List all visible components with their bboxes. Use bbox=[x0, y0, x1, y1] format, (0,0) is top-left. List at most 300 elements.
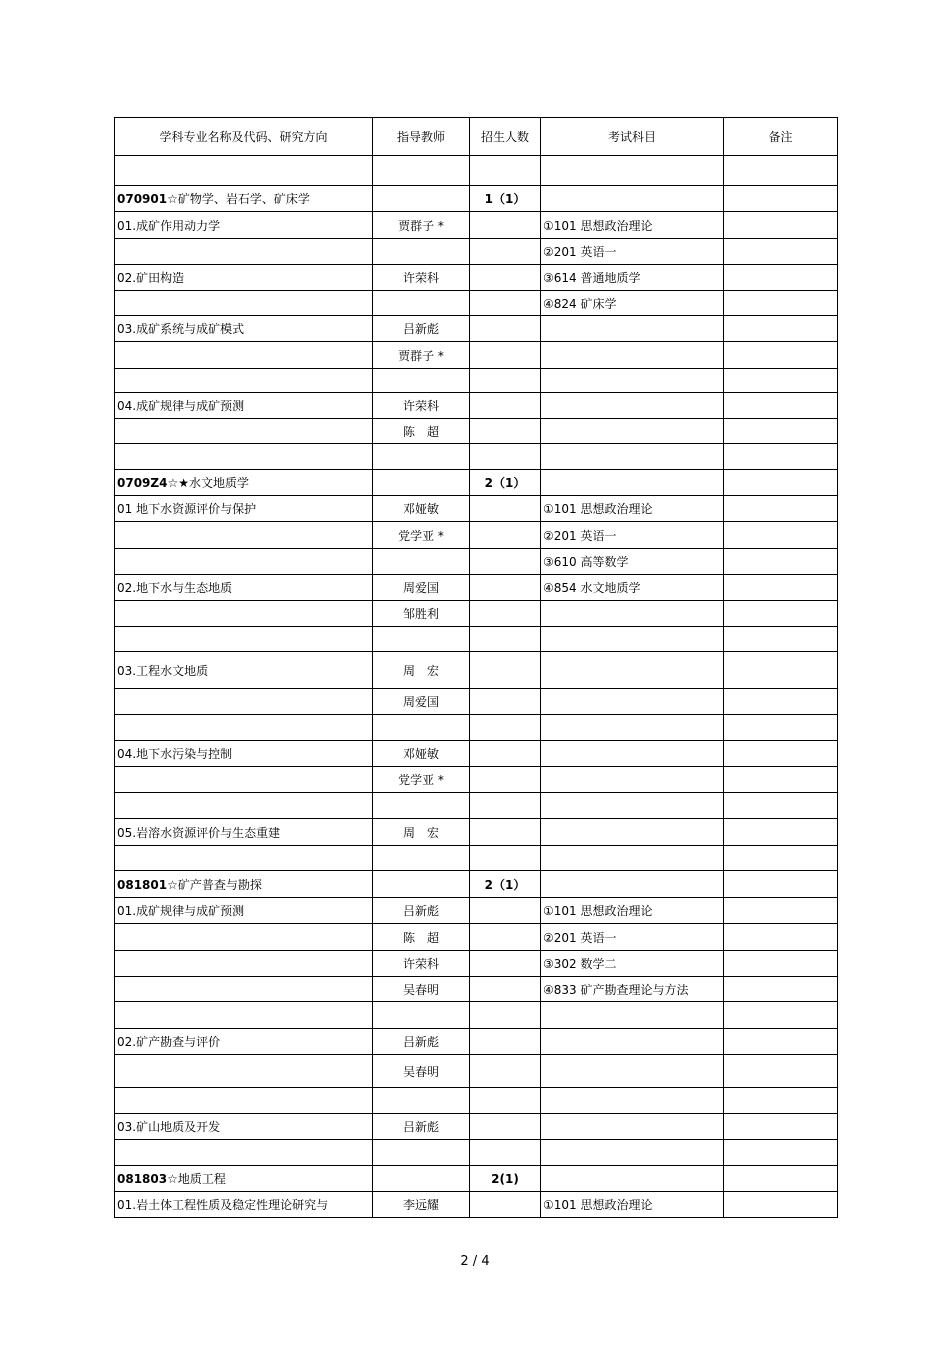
enrollment-cell bbox=[470, 1192, 541, 1218]
advisor-cell bbox=[373, 819, 470, 846]
advisor-cell bbox=[373, 265, 470, 291]
enrollment-cell-text: 2(1) bbox=[491, 1171, 519, 1186]
program-name: ☆矿产普查与勘探 bbox=[167, 877, 262, 892]
enrollment-cell bbox=[470, 291, 541, 316]
advisor-cell-text: 贾群子 * bbox=[398, 218, 444, 233]
program-row bbox=[115, 186, 838, 212]
remarks-cell bbox=[724, 342, 838, 369]
advisor-cell-text: 许荣科 bbox=[402, 957, 439, 971]
enrollment-cell bbox=[470, 627, 541, 652]
enrollment-cell-text: 1（1） bbox=[484, 192, 526, 206]
discipline-cell bbox=[115, 819, 373, 846]
remarks-cell bbox=[724, 575, 838, 601]
advisor-cell bbox=[373, 212, 470, 239]
discipline-cell-text: 02.矿产勘查与评价 bbox=[117, 1035, 221, 1049]
exam-subject-cell bbox=[541, 239, 724, 265]
advisor-cell-text: 周 宏 bbox=[402, 663, 439, 678]
exam-subject-cell bbox=[541, 601, 724, 627]
exam-subject-cell bbox=[541, 369, 724, 393]
table-row bbox=[115, 1029, 838, 1055]
table-body bbox=[115, 156, 838, 1218]
advisor-cell bbox=[373, 601, 470, 627]
enrollment-cell bbox=[470, 549, 541, 575]
enrollment-cell bbox=[470, 977, 541, 1002]
exam-subject-cell bbox=[541, 470, 724, 496]
exam-subject-cell bbox=[541, 924, 724, 951]
advisor-cell bbox=[373, 977, 470, 1002]
remarks-cell bbox=[724, 496, 838, 522]
enrollment-cell bbox=[470, 846, 541, 871]
enrollment-cell bbox=[470, 393, 541, 419]
advisor-cell bbox=[373, 575, 470, 601]
enrollment-cell bbox=[470, 898, 541, 924]
exam-subject-cell bbox=[541, 522, 724, 549]
advisor-cell-text: 李远耀 bbox=[402, 1198, 439, 1212]
discipline-cell bbox=[115, 689, 373, 715]
table-row bbox=[115, 924, 838, 951]
exam-subject-cell-text: ④833 矿产勘查理论与方法 bbox=[543, 982, 689, 997]
exam-subject-cell bbox=[541, 871, 724, 898]
exam-subject-cell bbox=[541, 741, 724, 767]
enrollment-cell bbox=[470, 342, 541, 369]
enrollment-cell bbox=[470, 741, 541, 767]
discipline-cell bbox=[115, 846, 373, 871]
discipline-cell bbox=[115, 1029, 373, 1055]
header-exam-subjects: 考试科目 bbox=[541, 118, 724, 156]
exam-subject-cell bbox=[541, 1140, 724, 1166]
advisor-cell bbox=[373, 496, 470, 522]
discipline-cell bbox=[115, 1055, 373, 1088]
exam-subject-cell bbox=[541, 212, 724, 239]
exam-subject-cell-text: ③302 数学二 bbox=[543, 957, 617, 971]
table-row bbox=[115, 689, 838, 715]
exam-subject-cell-text: ③610 高等数学 bbox=[543, 555, 629, 569]
discipline-cell bbox=[115, 977, 373, 1002]
table-row bbox=[115, 652, 838, 689]
exam-subject-cell-text: ②201 英语一 bbox=[543, 930, 617, 945]
advisor-cell bbox=[373, 186, 470, 212]
advisor-cell-text: 陈 超 bbox=[402, 424, 439, 439]
exam-subject-cell-text: ①101 思想政治理论 bbox=[543, 502, 653, 516]
discipline-cell bbox=[115, 924, 373, 951]
exam-subject-cell bbox=[541, 291, 724, 316]
table-row bbox=[115, 793, 838, 819]
enrollment-cell bbox=[470, 1166, 541, 1192]
exam-subject-cell bbox=[541, 1114, 724, 1140]
exam-subject-cell bbox=[541, 1088, 724, 1114]
table-row bbox=[115, 1114, 838, 1140]
discipline-cell-text: 03.矿山地质及开发 bbox=[117, 1120, 221, 1134]
discipline-cell bbox=[115, 627, 373, 652]
discipline-cell bbox=[115, 316, 373, 342]
enrollment-cell bbox=[470, 1140, 541, 1166]
page-number: 2 / 4 bbox=[460, 1254, 490, 1269]
exam-subject-cell bbox=[541, 767, 724, 793]
discipline-cell bbox=[115, 470, 373, 496]
table-row bbox=[115, 444, 838, 470]
remarks-cell bbox=[724, 444, 838, 470]
remarks-cell bbox=[724, 1088, 838, 1114]
exam-subject-cell bbox=[541, 316, 724, 342]
enrollment-cell bbox=[470, 715, 541, 741]
header-advisor: 指导教师 bbox=[373, 118, 470, 156]
remarks-cell bbox=[724, 549, 838, 575]
discipline-cell bbox=[115, 715, 373, 741]
advisor-cell-text: 陈 超 bbox=[402, 930, 439, 945]
advisor-cell-text: 邹胜利 bbox=[402, 607, 439, 621]
table-row bbox=[115, 496, 838, 522]
enrollment-cell bbox=[470, 444, 541, 470]
table-row bbox=[115, 522, 838, 549]
discipline-cell bbox=[115, 291, 373, 316]
advisor-cell bbox=[373, 549, 470, 575]
enrollment-cell-text: 2（1） bbox=[484, 476, 526, 490]
discipline-cell bbox=[115, 898, 373, 924]
discipline-cell bbox=[115, 239, 373, 265]
table-row bbox=[115, 741, 838, 767]
enrollment-cell bbox=[470, 265, 541, 291]
advisor-cell bbox=[373, 1029, 470, 1055]
discipline-cell bbox=[115, 575, 373, 601]
advisor-cell bbox=[373, 1088, 470, 1114]
advisor-cell-text: 吕新彪 bbox=[402, 322, 439, 336]
advisor-cell bbox=[373, 1055, 470, 1088]
advisor-cell bbox=[373, 1002, 470, 1029]
remarks-cell bbox=[724, 239, 838, 265]
advisor-cell bbox=[373, 652, 470, 689]
exam-subject-cell bbox=[541, 951, 724, 977]
exam-subject-cell bbox=[541, 793, 724, 819]
remarks-cell bbox=[724, 898, 838, 924]
discipline-cell-text: 03.成矿系统与成矿模式 bbox=[117, 322, 245, 336]
exam-subject-cell bbox=[541, 186, 724, 212]
remarks-cell bbox=[724, 522, 838, 549]
enrollment-cell bbox=[470, 951, 541, 977]
discipline-cell bbox=[115, 342, 373, 369]
advisor-cell bbox=[373, 846, 470, 871]
advisor-cell bbox=[373, 871, 470, 898]
discipline-cell bbox=[115, 601, 373, 627]
discipline-cell bbox=[115, 652, 373, 689]
exam-subject-cell bbox=[541, 342, 724, 369]
exam-subject-cell bbox=[541, 265, 724, 291]
discipline-cell bbox=[115, 496, 373, 522]
enrollment-cell bbox=[470, 924, 541, 951]
remarks-cell bbox=[724, 470, 838, 496]
discipline-cell bbox=[115, 1192, 373, 1218]
table-row bbox=[115, 393, 838, 419]
advisor-cell bbox=[373, 689, 470, 715]
exam-subject-cell bbox=[541, 652, 724, 689]
discipline-cell bbox=[115, 265, 373, 291]
advisor-cell-text: 吕新彪 bbox=[402, 904, 439, 918]
discipline-cell bbox=[115, 444, 373, 470]
table-row bbox=[115, 767, 838, 793]
header-discipline: 学科专业名称及代码、研究方向 bbox=[115, 118, 373, 156]
enrollment-cell-text: 2（1） bbox=[484, 877, 526, 892]
enrollment-cell bbox=[470, 652, 541, 689]
discipline-cell-text: 01 地下水资源评价与保护 bbox=[117, 502, 257, 516]
discipline-cell bbox=[115, 1140, 373, 1166]
enrollment-cell bbox=[470, 522, 541, 549]
remarks-cell bbox=[724, 369, 838, 393]
enrollment-cell bbox=[470, 1029, 541, 1055]
advisor-cell bbox=[373, 156, 470, 186]
advisor-cell bbox=[373, 951, 470, 977]
discipline-cell-text: 05.岩溶水资源评价与生态重建 bbox=[117, 825, 281, 840]
remarks-cell bbox=[724, 1114, 838, 1140]
exam-subject-cell bbox=[541, 977, 724, 1002]
discipline-cell bbox=[115, 1166, 373, 1192]
advisor-cell bbox=[373, 1114, 470, 1140]
table-row bbox=[115, 1140, 838, 1166]
remarks-cell bbox=[724, 715, 838, 741]
enrollment-cell bbox=[470, 1114, 541, 1140]
table-row bbox=[115, 898, 838, 924]
discipline-cell bbox=[115, 793, 373, 819]
exam-subject-cell bbox=[541, 156, 724, 186]
remarks-cell bbox=[724, 419, 838, 444]
program-name: ☆★水文地质学 bbox=[167, 476, 249, 490]
table-row bbox=[115, 601, 838, 627]
advisor-cell bbox=[373, 1166, 470, 1192]
table-row bbox=[115, 265, 838, 291]
remarks-cell bbox=[724, 316, 838, 342]
advisor-cell-text: 邓娅敏 bbox=[402, 747, 439, 761]
program-code: 081801 bbox=[117, 877, 168, 892]
remarks-cell bbox=[724, 601, 838, 627]
exam-subject-cell bbox=[541, 846, 724, 871]
table-row bbox=[115, 575, 838, 601]
advisor-cell-text: 邓娅敏 bbox=[402, 502, 439, 516]
enrollment-cell bbox=[470, 767, 541, 793]
discipline-cell bbox=[115, 369, 373, 393]
remarks-cell bbox=[724, 741, 838, 767]
table-row bbox=[115, 342, 838, 369]
advisor-cell bbox=[373, 444, 470, 470]
advisor-cell bbox=[373, 316, 470, 342]
admissions-table bbox=[114, 117, 838, 1218]
discipline-cell bbox=[115, 522, 373, 549]
exam-subject-cell bbox=[541, 496, 724, 522]
exam-subject-cell bbox=[541, 419, 724, 444]
advisor-cell bbox=[373, 342, 470, 369]
enrollment-cell bbox=[470, 470, 541, 496]
advisor-cell-text: 吕新彪 bbox=[402, 1035, 439, 1049]
program-code: 081803 bbox=[117, 1172, 168, 1186]
table-row bbox=[115, 977, 838, 1002]
discipline-cell bbox=[115, 1088, 373, 1114]
discipline-cell-text: 02.矿田构造 bbox=[117, 271, 185, 285]
advisor-cell bbox=[373, 369, 470, 393]
discipline-cell-text: 04.成矿规律与成矿预测 bbox=[117, 399, 245, 413]
enrollment-cell bbox=[470, 575, 541, 601]
table-row bbox=[115, 627, 838, 652]
remarks-cell bbox=[724, 1140, 838, 1166]
discipline-cell-text: 01.成矿作用动力学 bbox=[117, 218, 221, 233]
advisor-cell bbox=[373, 627, 470, 652]
remarks-cell bbox=[724, 1055, 838, 1088]
remarks-cell bbox=[724, 924, 838, 951]
exam-subject-cell bbox=[541, 819, 724, 846]
advisor-cell bbox=[373, 239, 470, 265]
advisor-cell-text: 吕新彪 bbox=[402, 1120, 439, 1134]
advisor-cell-text: 许荣科 bbox=[402, 271, 439, 285]
program-code: 0709Z4 bbox=[117, 476, 168, 490]
advisor-cell bbox=[373, 419, 470, 444]
exam-subject-cell-text: ②201 英语一 bbox=[543, 245, 617, 259]
remarks-cell bbox=[724, 846, 838, 871]
table-row bbox=[115, 239, 838, 265]
enrollment-cell bbox=[470, 1055, 541, 1088]
advisor-cell-text: 周爱国 bbox=[402, 581, 439, 595]
exam-subject-cell bbox=[541, 393, 724, 419]
program-row bbox=[115, 871, 838, 898]
enrollment-cell bbox=[470, 316, 541, 342]
exam-subject-cell bbox=[541, 1192, 724, 1218]
discipline-cell bbox=[115, 186, 373, 212]
discipline-cell bbox=[115, 871, 373, 898]
advisor-cell bbox=[373, 898, 470, 924]
enrollment-cell bbox=[470, 601, 541, 627]
header-row bbox=[115, 118, 838, 156]
enrollment-cell bbox=[470, 369, 541, 393]
advisor-cell-text: 吴春明 bbox=[402, 1064, 439, 1079]
discipline-cell-text: 03.工程水文地质 bbox=[117, 663, 209, 678]
exam-subject-cell-text: ①101 思想政治理论 bbox=[543, 1198, 653, 1212]
exam-subject-cell bbox=[541, 1029, 724, 1055]
advisor-cell bbox=[373, 767, 470, 793]
remarks-cell bbox=[724, 767, 838, 793]
discipline-cell bbox=[115, 212, 373, 239]
discipline-cell bbox=[115, 393, 373, 419]
discipline-cell bbox=[115, 1114, 373, 1140]
table-row bbox=[115, 291, 838, 316]
remarks-cell bbox=[724, 1029, 838, 1055]
remarks-cell bbox=[724, 156, 838, 186]
remarks-cell bbox=[724, 951, 838, 977]
exam-subject-cell bbox=[541, 1002, 724, 1029]
advisor-cell-text: 许荣科 bbox=[402, 399, 439, 413]
program-name: ☆地质工程 bbox=[167, 1172, 226, 1186]
remarks-cell bbox=[724, 689, 838, 715]
table-row bbox=[115, 369, 838, 393]
remarks-cell bbox=[724, 1002, 838, 1029]
remarks-cell bbox=[724, 1166, 838, 1192]
enrollment-cell bbox=[470, 239, 541, 265]
program-row bbox=[115, 470, 838, 496]
remarks-cell bbox=[724, 393, 838, 419]
table-row bbox=[115, 819, 838, 846]
advisor-cell-text: 贾群子 * bbox=[398, 348, 444, 363]
enrollment-cell bbox=[470, 496, 541, 522]
discipline-cell bbox=[115, 156, 373, 186]
program-name: ☆矿物学、岩石学、矿床学 bbox=[167, 192, 310, 206]
remarks-cell bbox=[724, 627, 838, 652]
remarks-cell bbox=[724, 819, 838, 846]
remarks-cell bbox=[724, 265, 838, 291]
discipline-cell-text: 02.地下水与生态地质 bbox=[117, 581, 233, 595]
exam-subject-cell bbox=[541, 715, 724, 741]
enrollment-cell bbox=[470, 1002, 541, 1029]
advisor-cell bbox=[373, 715, 470, 741]
advisor-cell bbox=[373, 291, 470, 316]
exam-subject-cell bbox=[541, 549, 724, 575]
remarks-cell bbox=[724, 977, 838, 1002]
advisor-cell-text: 吴春明 bbox=[402, 982, 439, 997]
advisor-cell bbox=[373, 1140, 470, 1166]
discipline-cell bbox=[115, 951, 373, 977]
enrollment-cell bbox=[470, 1088, 541, 1114]
discipline-cell bbox=[115, 1002, 373, 1029]
advisor-cell-text: 周 宏 bbox=[402, 825, 439, 840]
discipline-cell-text: 01.岩土体工程性质及稳定性理论研究与 bbox=[117, 1198, 329, 1212]
remarks-cell bbox=[724, 1192, 838, 1218]
remarks-cell bbox=[724, 871, 838, 898]
exam-subject-cell-text: ②201 英语一 bbox=[543, 528, 617, 543]
table-row bbox=[115, 1088, 838, 1114]
table-row bbox=[115, 715, 838, 741]
remarks-cell bbox=[724, 652, 838, 689]
enrollment-cell bbox=[470, 689, 541, 715]
enrollment-cell bbox=[470, 186, 541, 212]
discipline-cell bbox=[115, 741, 373, 767]
table-row bbox=[115, 419, 838, 444]
table-row bbox=[115, 212, 838, 239]
remarks-cell bbox=[724, 793, 838, 819]
discipline-cell bbox=[115, 549, 373, 575]
exam-subject-cell-text: ①101 思想政治理论 bbox=[543, 218, 653, 233]
table-row bbox=[115, 1192, 838, 1218]
enrollment-cell bbox=[470, 419, 541, 444]
advisor-cell-text: 党学亚 * bbox=[398, 528, 444, 543]
program-code: 070901 bbox=[117, 192, 168, 206]
exam-subject-cell bbox=[541, 627, 724, 652]
enrollment-cell bbox=[470, 819, 541, 846]
advisor-cell bbox=[373, 1192, 470, 1218]
exam-subject-cell bbox=[541, 898, 724, 924]
advisor-cell-text: 党学亚 * bbox=[398, 773, 444, 787]
table-row bbox=[115, 951, 838, 977]
discipline-cell bbox=[115, 419, 373, 444]
table-row bbox=[115, 1002, 838, 1029]
enrollment-cell bbox=[470, 793, 541, 819]
header-remarks: 备注 bbox=[724, 118, 838, 156]
enrollment-cell bbox=[470, 212, 541, 239]
enrollment-cell bbox=[470, 156, 541, 186]
table-row bbox=[115, 316, 838, 342]
exam-subject-cell bbox=[541, 1055, 724, 1088]
discipline-cell bbox=[115, 767, 373, 793]
program-row bbox=[115, 1166, 838, 1192]
header-enrollment: 招生人数 bbox=[470, 118, 541, 156]
table-row bbox=[115, 846, 838, 871]
advisor-cell bbox=[373, 741, 470, 767]
advisor-cell bbox=[373, 522, 470, 549]
table-row bbox=[115, 1055, 838, 1088]
remarks-cell bbox=[724, 186, 838, 212]
remarks-cell bbox=[724, 291, 838, 316]
advisor-cell bbox=[373, 793, 470, 819]
enrollment-cell bbox=[470, 871, 541, 898]
advisor-cell bbox=[373, 470, 470, 496]
discipline-cell-text: 01.成矿规律与成矿预测 bbox=[117, 904, 245, 918]
exam-subject-cell-text: ④824 矿床学 bbox=[543, 296, 617, 311]
exam-subject-cell-text: ④854 水文地质学 bbox=[543, 581, 641, 595]
exam-subject-cell bbox=[541, 1166, 724, 1192]
remarks-cell bbox=[724, 212, 838, 239]
exam-subject-cell-text: ①101 思想政治理论 bbox=[543, 904, 653, 918]
